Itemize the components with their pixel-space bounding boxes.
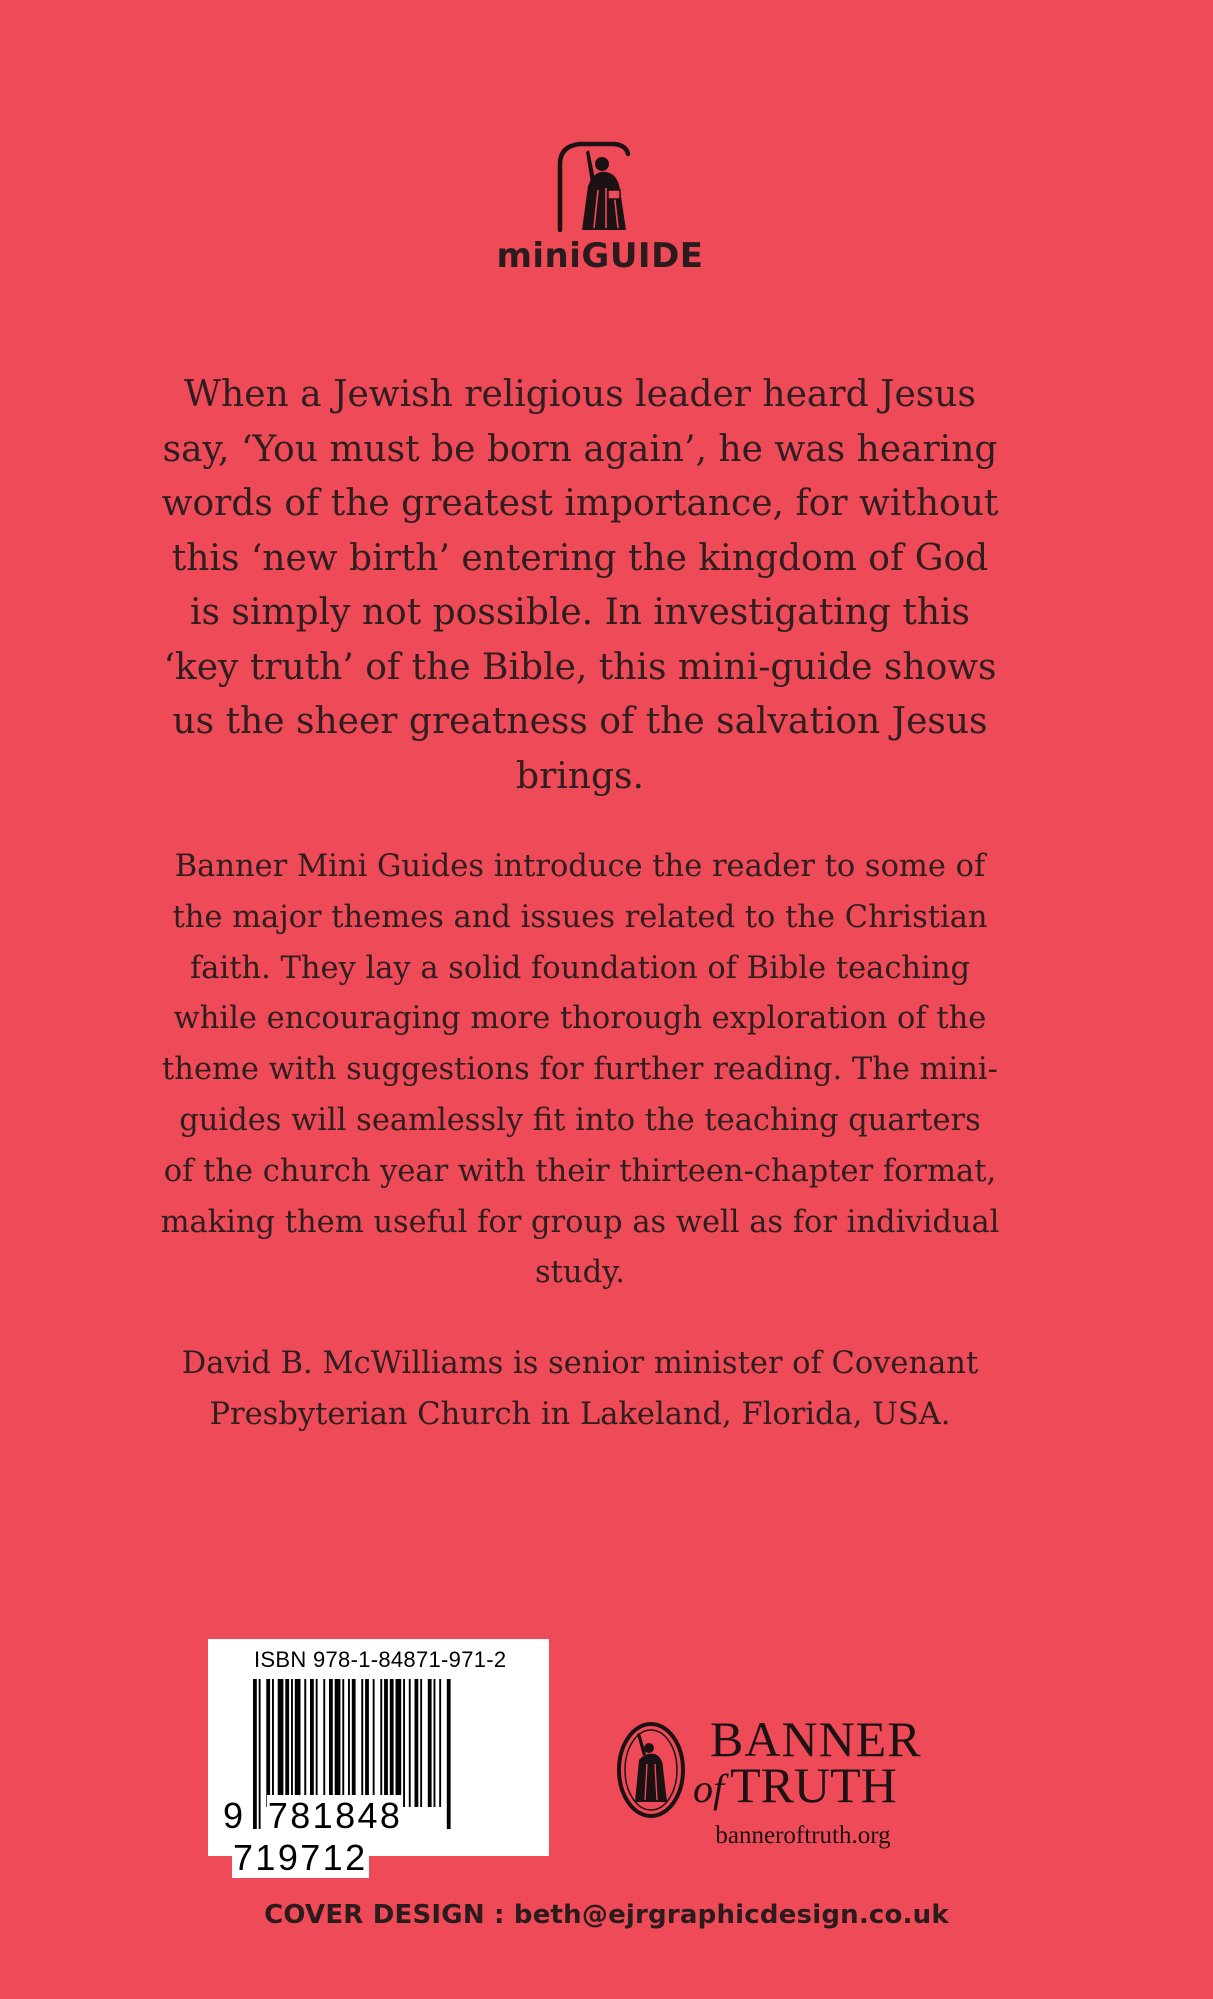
barcode-bar (304, 1679, 306, 1807)
publisher-name-line1: BANNER (710, 1711, 922, 1767)
barcode-bar (384, 1679, 388, 1807)
barcode-bar (365, 1679, 369, 1807)
barcode-bar (310, 1679, 314, 1807)
barcode-digits-group1: 781848 (267, 1795, 403, 1836)
barcode-bar (295, 1679, 301, 1807)
publisher-truth: TRUTH (730, 1757, 897, 1813)
barcode-bar (335, 1679, 341, 1807)
author-bio: David B. McWilliams is senior minister of Covenant Presbyterian Church in Lakeland, Florida, USA. (181, 1346, 979, 1432)
barcode-bar (439, 1679, 441, 1807)
barcode-digit-first: 9 (223, 1795, 246, 1836)
barcode-digits-group2: 719712 (233, 1837, 368, 1878)
barcode-bar (342, 1679, 344, 1807)
barcode-bar (420, 1679, 422, 1807)
description-paragraph-1: When a Jewish religious leader heard Jesus say, ‘You must be born again’, he was hearing words of the greatest importance, for without this ‘new birth’ entering the kingdom of God is simply not possible. In investigating this ‘key truth’ of the Bible, this mini-guide shows us the sheer greatness of the salvation Jesus brings. (161, 374, 999, 797)
series-logo (480, 140, 720, 276)
description-paragraph-2: Banner Mini Guides introduce the reader to some of the major themes and issues related to the Christian faith. They lay a solid foundation of Bible teaching while encouraging more thorough exploration of the theme with suggestions for further reading. The mini-guides will seamlessly fit into the teaching quarters of the church year with their thirteen-chapter format, making them useful for group as well as for individual study. (160, 849, 1000, 1291)
barcode-bar (272, 1679, 274, 1807)
barcode-digits (222, 1795, 549, 1879)
publisher-of: of (693, 1766, 725, 1811)
barcode-bar (415, 1679, 419, 1807)
barcode-bar (266, 1679, 270, 1807)
cover-design-credit: COVER DESIGN : beth@ejrgraphicdesign.co.uk (264, 1900, 949, 1930)
publisher-url: banneroftruth.org (715, 1822, 891, 1849)
barcode-bar (403, 1679, 405, 1807)
barcode-bar (380, 1679, 382, 1807)
barcode-bar (396, 1679, 402, 1807)
isbn-label: ISBN 978-1-84871-971-2 (254, 1647, 507, 1672)
barcode-bar (428, 1679, 432, 1807)
series-name: miniGUIDE (496, 236, 704, 276)
barcode-bar (278, 1679, 284, 1807)
barcode-bar (348, 1679, 350, 1807)
barcode-bar (361, 1679, 363, 1807)
preacher-figure-icon (552, 140, 648, 234)
barcode-bar (409, 1679, 411, 1807)
barcode-bar (390, 1679, 394, 1807)
barcode-bar (316, 1679, 318, 1807)
barcode-bar (434, 1679, 436, 1807)
barcode-bar (329, 1679, 333, 1807)
barcode-bar (323, 1679, 325, 1807)
isbn-barcode (208, 1639, 549, 1878)
barcode-bar (373, 1679, 375, 1807)
publisher-logo (615, 1712, 935, 1862)
preacher-seal-icon (615, 1720, 687, 1820)
publisher-name-line2 (693, 1757, 897, 1814)
barcode-bar (285, 1679, 289, 1807)
barcode-bar (291, 1679, 293, 1807)
